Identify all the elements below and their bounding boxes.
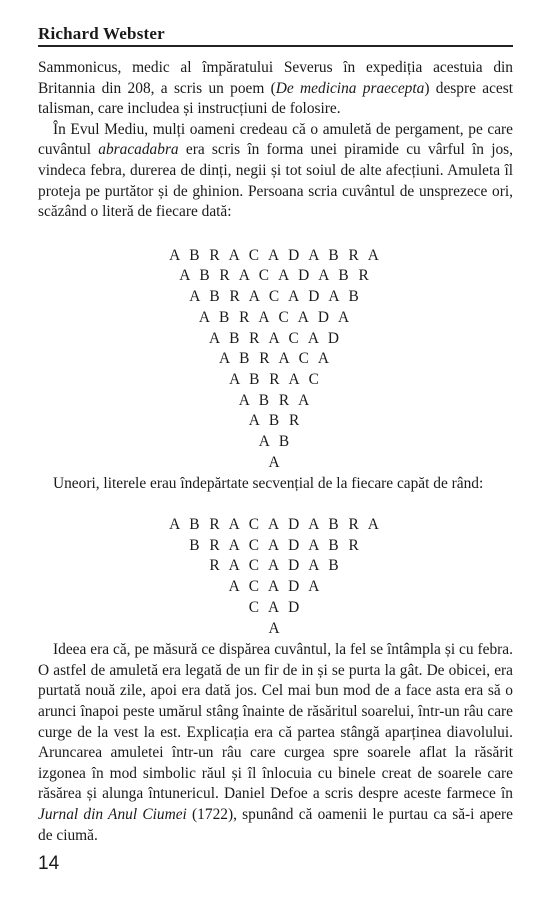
- pyramid-line: B R A C A D A B R: [189, 536, 362, 554]
- pyramid-line: A B R A C A D A B R A: [169, 516, 382, 534]
- italic-title-text: Jurnal din Anul Ciumei: [38, 806, 187, 824]
- pyramid-line: A B R A C A D A B: [189, 288, 362, 306]
- pyramid-line: A B R A C A: [219, 350, 332, 368]
- paragraph-text: Sammonicus, medic al împăratului Severus în expediția acestuia din Britannia din 208, a scris un poem (: [38, 59, 513, 97]
- pyramid-line: A B R A C A D A: [198, 308, 353, 326]
- paragraph-text: (1722), spunând că oamenii le purtau ca să-i apere de ciumă.: [38, 806, 513, 844]
- paragraph-text: era scris în forma unei piramide cu vârful în jos, vindeca febra, durerea de dinți, negii și tot soiul de alte afecțiuni. Amuleta îl proteja pe purtător și de ghinion. Persoana scria cuvântul de unsprezece ori, scăzând o literă de fiecare dată:: [38, 141, 514, 221]
- pyramid-line: A B R A C A D: [208, 329, 343, 347]
- paragraph-text: Uneori, literele erau îndepărtate secvențial de la fiecare capăt de rând:: [53, 475, 484, 493]
- italic-title-text: De medicina praecepta: [275, 79, 425, 97]
- pyramid-line: A: [268, 619, 283, 637]
- pyramid-line: A B R A: [238, 391, 313, 409]
- pyramid-line: R A C A D A B: [209, 557, 342, 575]
- pyramid-line: A C A D A: [228, 578, 323, 596]
- pyramid-line: A: [268, 453, 283, 471]
- pyramid-line: A B R A C A D A B R A: [169, 246, 382, 264]
- abracadabra-pyramid-descending: [38, 246, 513, 474]
- pyramid-line: A B R A C: [229, 370, 322, 388]
- paragraph-sammonicus: [38, 58, 513, 120]
- paragraph-middle-ages: [38, 120, 513, 223]
- page-number: 14: [38, 853, 60, 874]
- paragraph-text: În Evul Mediu, mulți oameni credeau că o amuletă de pergament, pe care cuvântul: [38, 120, 513, 159]
- pyramid-line: A B R A C A D A B R: [179, 267, 372, 285]
- paragraph-the-idea: [38, 640, 513, 846]
- page-body: [38, 58, 513, 846]
- paragraph-sometimes: [38, 474, 513, 495]
- paragraph-text: ) despre acest talisman, care includea și instrucțiuni de folosire.: [38, 79, 513, 118]
- pyramid-line: A B: [258, 433, 293, 451]
- italic-title-text: abracadabra: [98, 141, 179, 159]
- paragraph-text: Ideea era că, pe măsură ce dispărea cuvântul, la fel se întâmpla și cu febra. O astfel de amuletă era legată de un fir de in și se purta la gât. De obicei, era purtată nouă zile, apoi era dată jos. Cel mai bun mod de a face asta era să o arunci înapoi peste umărul stâng înainte de răsăritul soarelui, într-un râu care curge de la vest la est. Explicația era că partea stângă aparținea diavolului. Aruncarea amuletei într-un râu care curgea spre soarele aflat la răsărit izgonea în mod simbolic răul și îl înlocuia cu binele creat de soarele care răsărea și alunga întunericul. Daniel Defoe a scris despre aceste farmece în: [38, 641, 513, 803]
- running-header-author: Richard Webster: [38, 24, 165, 43]
- pyramid-line: C A D: [248, 598, 303, 616]
- abracadabra-pyramid-both-ends: [38, 515, 513, 639]
- header-rule: [38, 45, 513, 47]
- pyramid-line: A B R: [248, 412, 303, 430]
